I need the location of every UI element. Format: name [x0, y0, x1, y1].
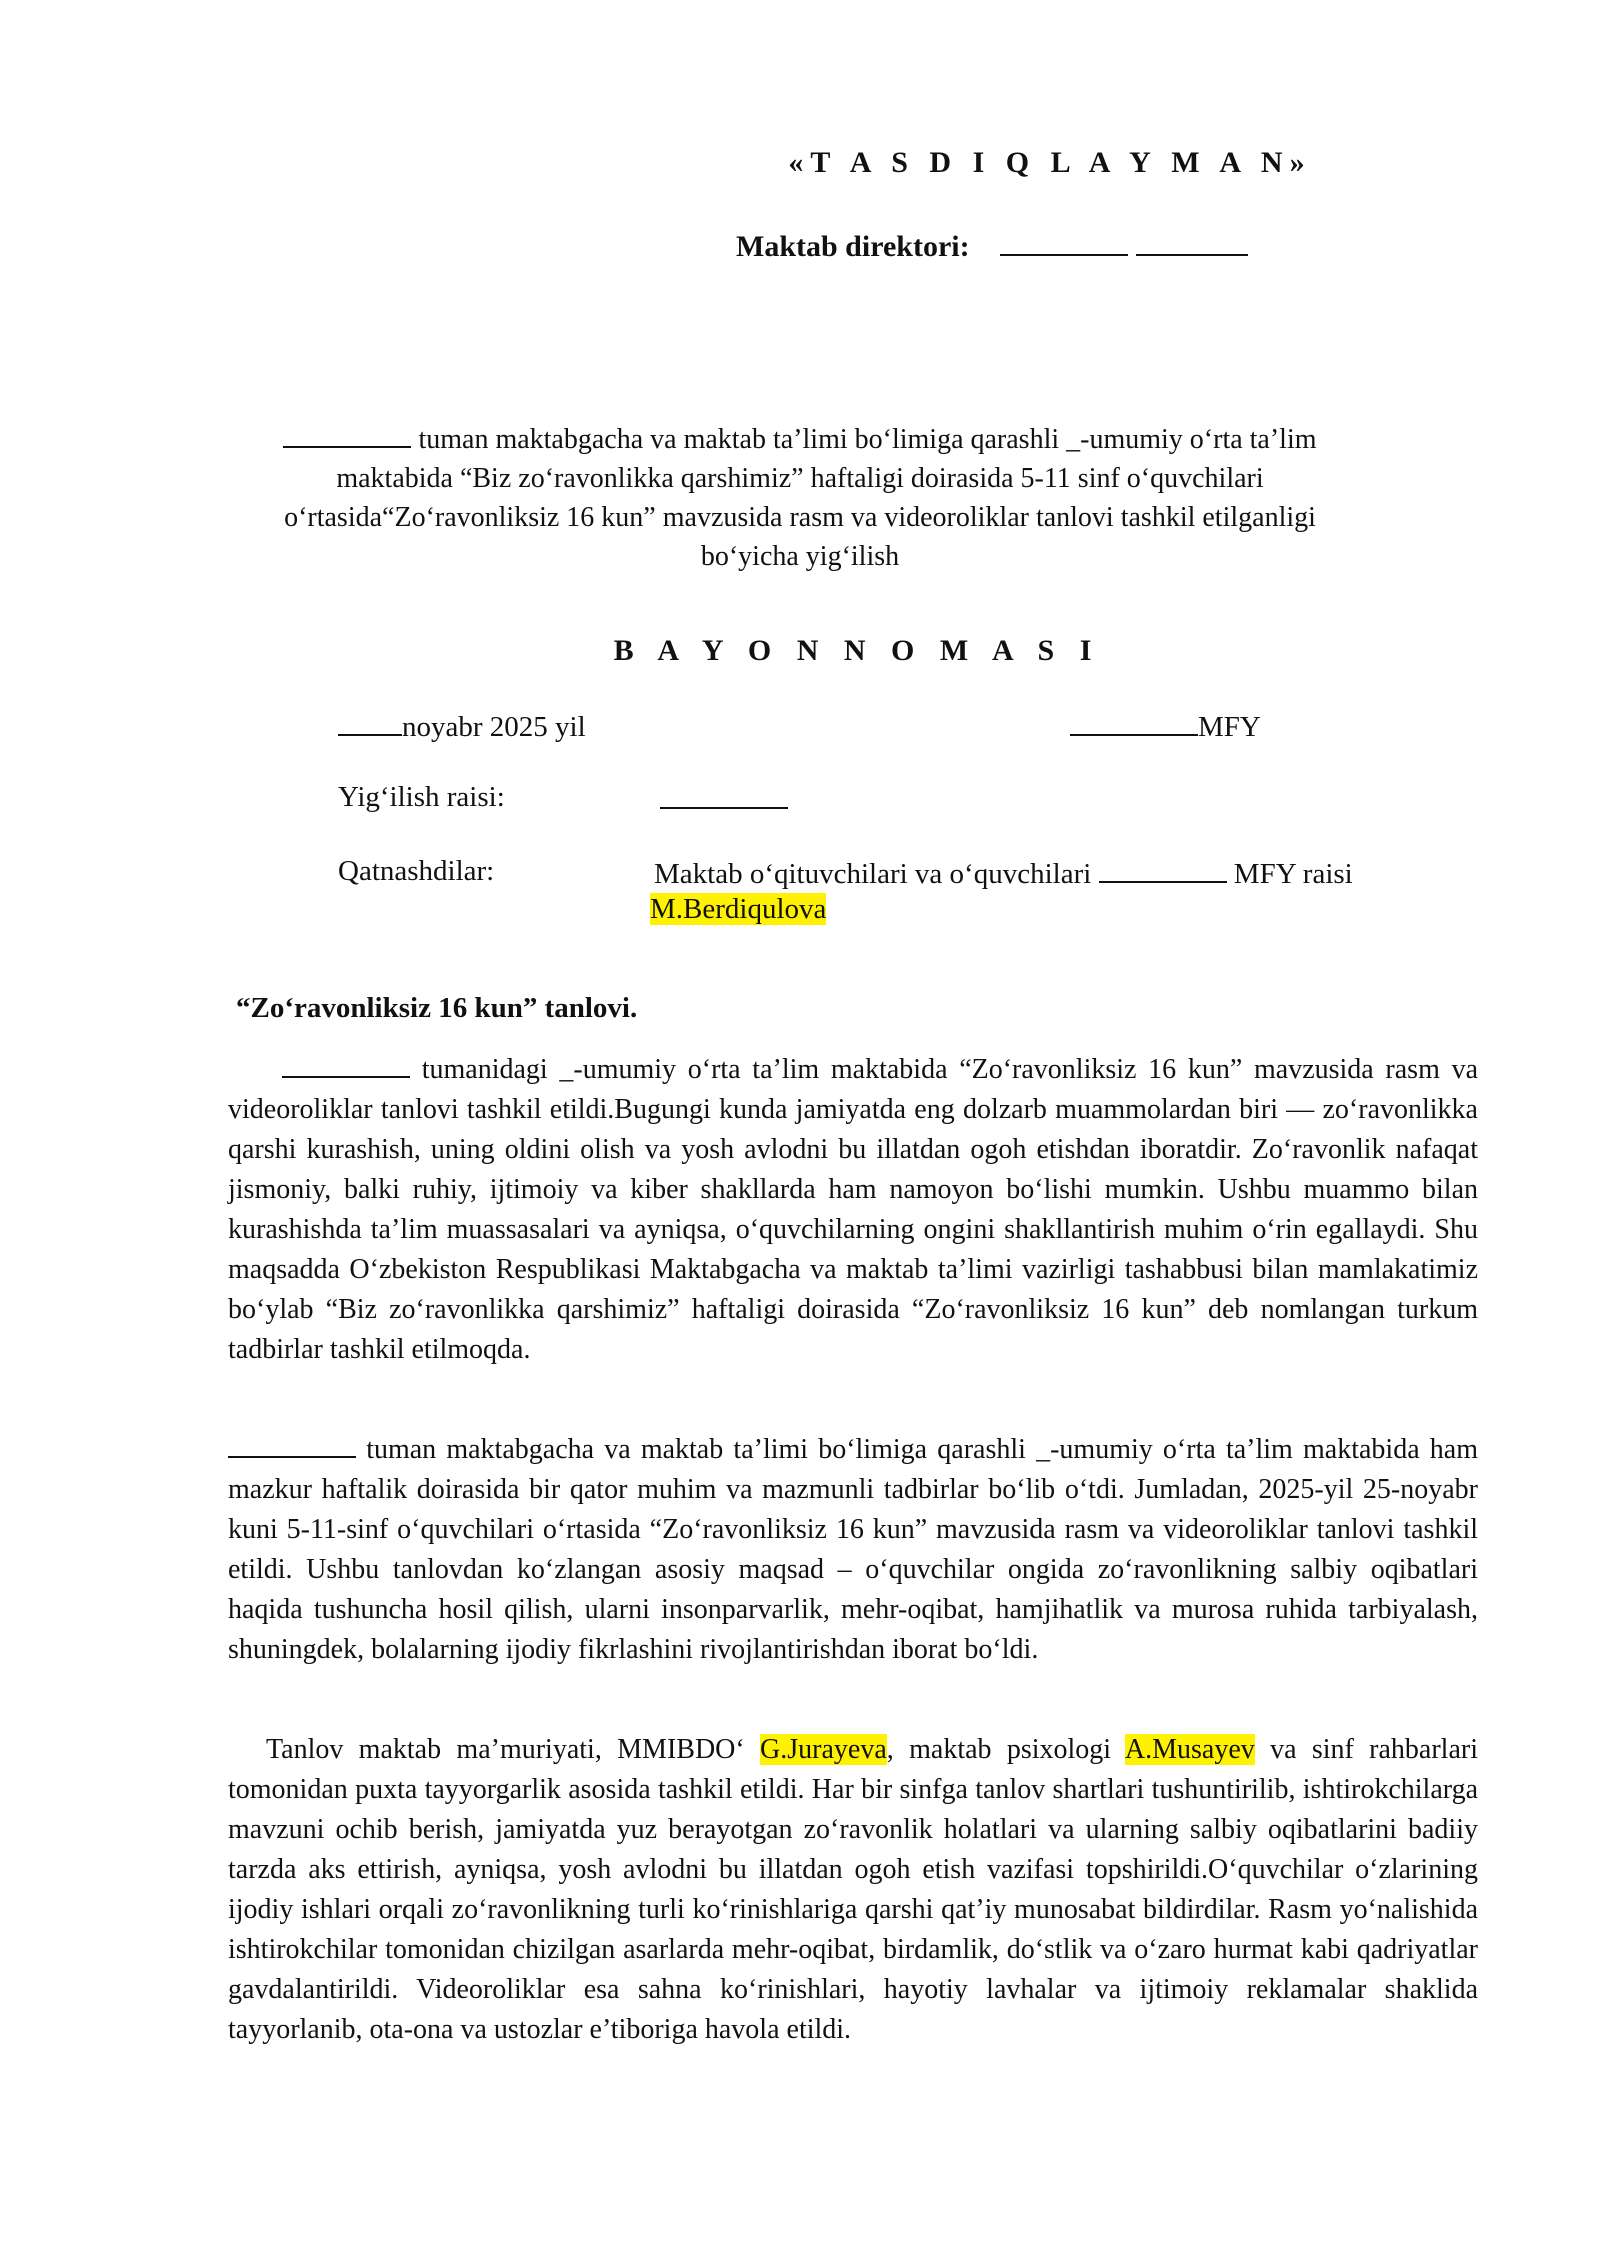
paragraph-2-text: tuman maktabgacha va maktab ta’limi bo‘limiga qarashli _-umumiy o‘rta ta’lim maktabida ham mazkur haftalik doirasida bir qator muhim va mazmunli tadbirlar bo‘lib o‘tdi. Jumladan, 2025-yil 25-noyabr kuni 5-11-sinf o‘quvchilari o‘rtasida “Zo‘ravonliksiz 16 kun” mavzusida rasm va videoroliklar tanlovi tashkil etildi. Ushbu tanlovdan ko‘zlangan asosiy maqsad – o‘quvchilar ongida zo‘ravonlikning salbiy oqibatlari haqida tushuncha hosil qilish, ularni insonparvarlik, mehr-oqibat, hamjihatlik va murosa ruhida tarbiyalash, shuningdek, bolalarning ijodiy fikrlashini rivojlantirishdan iborat bo‘ldi. [228, 1434, 1478, 1665]
title-line-4: bo‘yicha yig‘ilish [700, 541, 900, 572]
director-signature-blank [1000, 228, 1128, 256]
paragraph-3-text-a: Tanlov maktab ma’muriyati, MMIBDO‘ [266, 1734, 745, 1765]
title-line-1 [220, 420, 1380, 459]
date-text: noyabr 2025 yil [402, 711, 586, 743]
p2-district-blank [228, 1430, 356, 1458]
district-blank [283, 420, 411, 448]
participants-suffix: MFY raisi [1233, 858, 1353, 890]
participants-text: Maktab o‘qituvchilari va o‘quvchilari [654, 858, 1092, 890]
day-blank [338, 708, 402, 736]
chair-field [660, 781, 788, 817]
document-title-block [220, 420, 1380, 576]
paragraph-2 [228, 1430, 1478, 1670]
methodist-name-highlight: G.Jurayeva [760, 1734, 887, 1765]
participants-line [654, 855, 1353, 891]
participants-name-line [650, 893, 826, 926]
title-line-2: maktabida “Biz zo‘ravonlikka qarshimiz” haftaligi doirasida 5-11 sinf o‘quvchilari [336, 463, 1264, 494]
paragraph-3 [228, 1730, 1478, 2050]
participants-mfy-blank [1099, 855, 1227, 883]
title-line-1-text: tuman maktabgacha va maktab ta’limi bo‘limiga qarashli _-umumiy o‘rta ta’lim [418, 424, 1317, 455]
title-line-3: o‘rtasida“Zo‘ravonliksiz 16 kun” mavzusida rasm va videoroliklar tanlovi tashkil etilganligi [284, 502, 1316, 533]
director-label: Maktab direktori: [736, 230, 970, 263]
director-name-blank [1136, 228, 1248, 256]
chair-label: Yig‘ilish raisi: [338, 781, 505, 813]
director-line [736, 228, 1248, 264]
mfy-blank [1070, 708, 1198, 736]
mfy-label: MFY [1198, 711, 1261, 743]
paragraph-3-text-b: , maktab psixologi [886, 1734, 1112, 1765]
section-heading: “Zo‘ravonliksiz 16 kun” tanlovi. [236, 992, 638, 1024]
p1-district-blank [282, 1050, 410, 1078]
participants-label: Qatnashdilar: [338, 855, 495, 887]
paragraph-3-text-c: va sinf rahbarlari tomonidan puxta tayyorgarlik asosida tashkil etildi. Har bir sinfga tanlov shartlari tushuntirilib, ishtirokchilarga mavzuni ochib berish, jamiyatda yuz berayotgan zo‘ravonlik holatlari va ularning salbiy oqibatlarini badiiy tarzda aks ettirish, ayniqsa, yosh avlodni bu illatdan ogoh etish vazifasi topshirildi.O‘quvchilar o‘zlarining ijodiy ishlari orqali zo‘ravonlikning turli ko‘rinishlariga qarshi qat’iy munosabat bildirdilar. Rasm yo‘nalishida ishtirokchilar tomonidan chizilgan asarlarda mehr-oqibat, birdamlik, do‘stlik va o‘zaro hurmat kabi qadriyatlar gavdalantirildi. Videoroliklar esa sahna ko‘rinishlari, hayotiy lavhalar va ijtimoiy reklamalar shaklida tayyorlanib, ota-ona va ustozlar e’tiboriga havola etildi. [228, 1734, 1478, 2045]
meeting-date [338, 708, 586, 744]
chair-blank [660, 781, 788, 809]
participants-name-highlight: M.Berdiqulova [650, 893, 827, 925]
document-type-heading: B A Y O N N O M A S I [613, 634, 1101, 667]
psychologist-name-highlight: A.Musayev [1124, 1734, 1255, 1765]
paragraph-1 [228, 1050, 1478, 1370]
mfy-field [1070, 708, 1261, 744]
approval-title: «T A S D I Q L A Y M A N» [788, 146, 1312, 179]
paragraph-1-text: tumanidagi _-umumiy o‘rta ta’lim maktabida “Zo‘ravonliksiz 16 kun” mavzusida rasm va videoroliklar tanlovi tashkil etildi.Bugungi kunda jamiyatda eng dolzarb muammolardan biri — zo‘ravonlikka qarshi kurashish, uning oldini olish va yosh avlodni bu illatdan ogoh etishdan iboratdir. Zo‘ravonlik nafaqat jismoniy, balki ruhiy, ijtimoiy va kiber shakllarda ham namoyon bo‘lishi mumkin. Ushbu muammo bilan kurashishda ta’lim muassasalari va ayniqsa, o‘quvchilarning ongini shakllantirish muhim o‘rin egallaydi. Shu maqsadda O‘zbekiston Respublikasi Maktabgacha va maktab ta’limi vazirligi tashabbusi bilan mamlakatimiz bo‘ylab “Biz zo‘ravonlikka qarshimiz” haftaligi doirasida “Zo‘ravonliksiz 16 kun” deb nomlangan turkum tadbirlar tashkil etilmoqda. [228, 1054, 1478, 1365]
